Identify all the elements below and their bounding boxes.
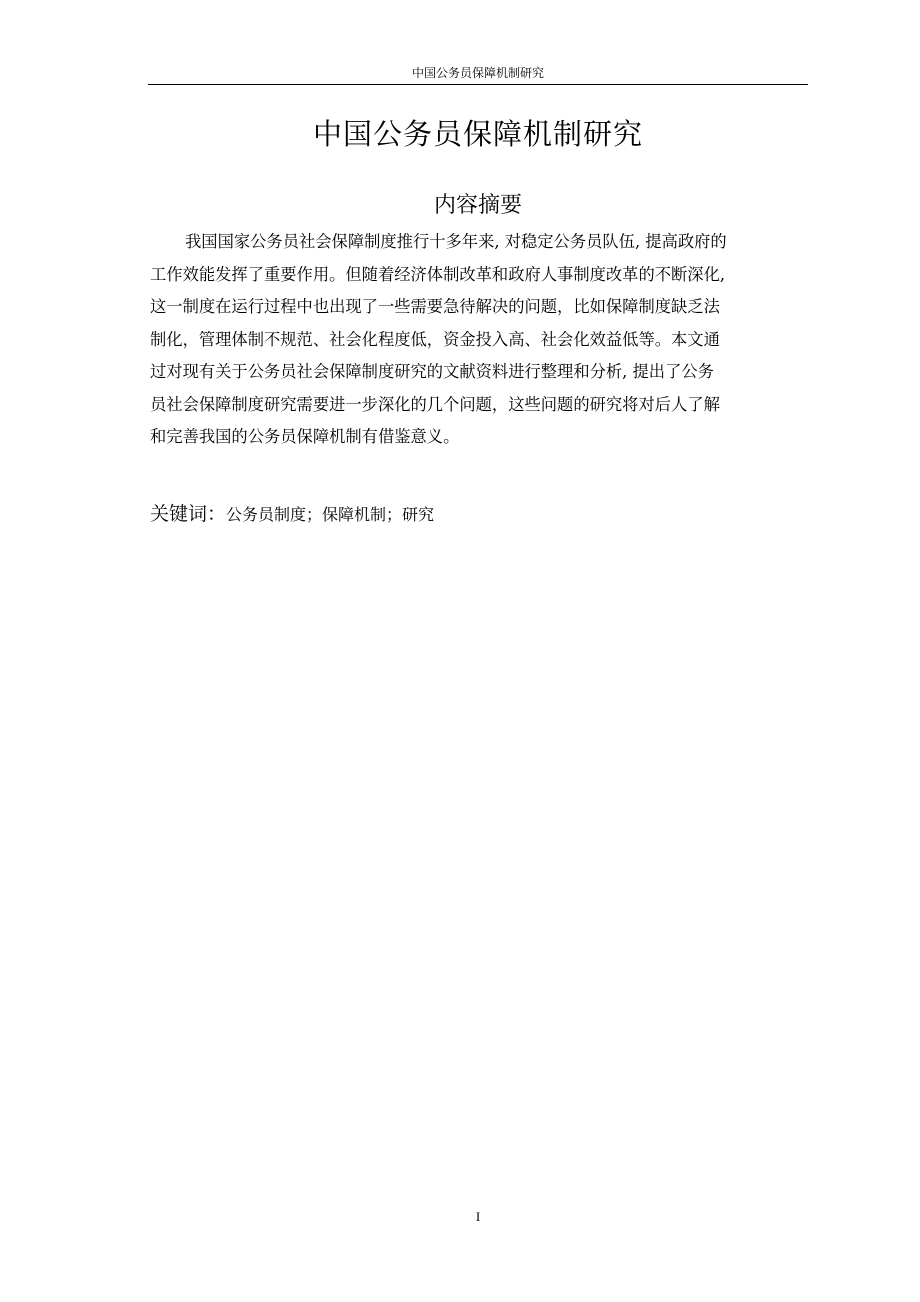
keywords-value: 公务员制度；保障机制；研究 — [226, 505, 435, 524]
page-number: I — [475, 1209, 481, 1224]
abstract-line: 和完善我国的公务员保障机制有借鉴意义。 — [150, 427, 460, 446]
abstract-line: 员社会保障制度研究需要进一步深化的几个问题，这些问题的研究将对后人了解 — [150, 394, 720, 414]
header-divider — [148, 84, 808, 85]
running-header: 中国公务员保障机制研究 — [411, 66, 544, 80]
abstract-line: 这一制度在运行过程中也出现了一些需要急待解决的问题，比如保障制度缺乏法 — [150, 297, 720, 316]
document-title: 中国公务员保障机制研究 — [312, 117, 643, 151]
keywords-label: 关键词： — [150, 503, 227, 525]
abstract-heading: 内容摘要 — [433, 193, 522, 218]
keywords-line — [150, 498, 808, 531]
abstract-line: 工作效能发挥了重要作用。但随着经济体制改革和政府人事制度改革的不断深化, — [150, 264, 726, 284]
abstract-paragraph — [150, 226, 808, 454]
abstract-line: 我国国家公务员社会保障制度推行十多年来, 对稳定公务员队伍, 提高政府的 — [185, 232, 727, 251]
abstract-line: 制化，管理体制不规范、社会化程度低，资金投入高、社会化效益低等。本文通 — [150, 329, 720, 349]
abstract-line: 过对现有关于公务员社会保障制度研究的文献资料进行整理和分析, 提出了公务 — [150, 362, 714, 381]
